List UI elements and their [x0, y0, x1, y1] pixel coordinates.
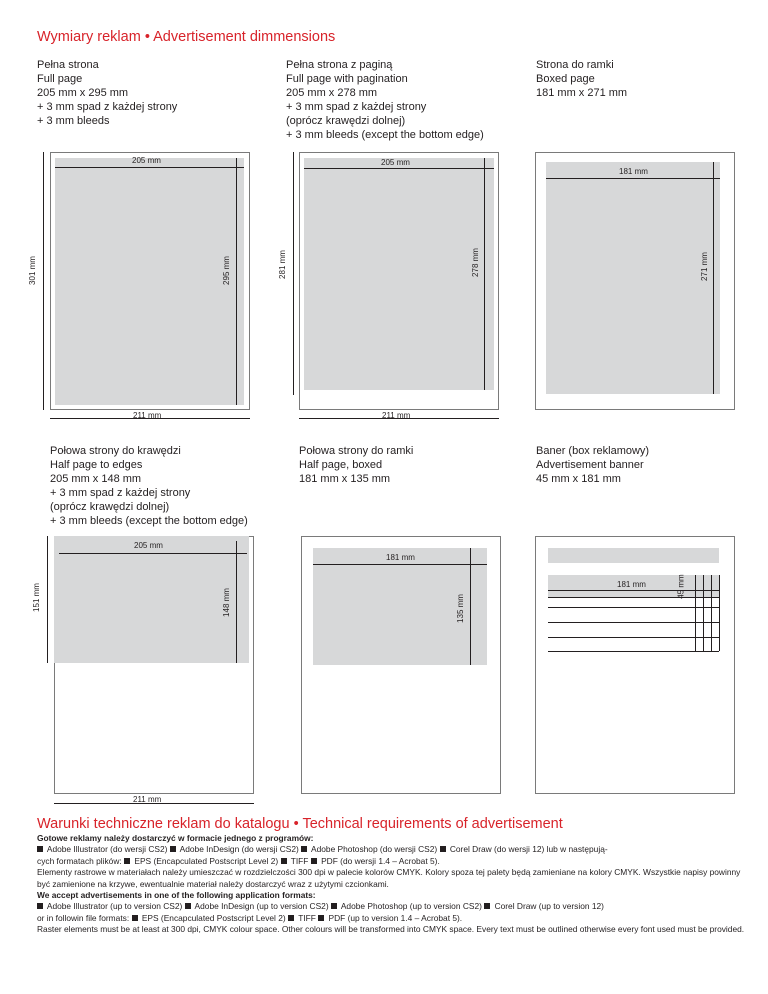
dimension-line: [47, 536, 48, 663]
dimension-line: [236, 158, 237, 405]
spec-line: 205 mm x 295 mm: [37, 87, 129, 99]
requirements-title: [37, 816, 563, 832]
square-bullet-icon: [185, 903, 191, 909]
square-bullet-icon: [37, 903, 43, 909]
dimension-line: [470, 548, 471, 665]
outer-height-label: 281 mm: [277, 250, 287, 279]
square-bullet-icon: [440, 846, 446, 852]
spec-line: + 3 mm bleeds: [37, 115, 110, 127]
banner-col-line: [703, 575, 704, 651]
format-item: EPS (Encapculated Postscript Level 2): [134, 855, 279, 866]
requirements-title-pl: Warunki techniczne reklam do katalogu: [37, 816, 290, 832]
inner-width-label: 205 mm: [132, 156, 161, 165]
inner-width-label: 181 mm: [617, 580, 646, 589]
dimension-line: [59, 553, 247, 554]
format-item: PDF (up to version 1.4 – Acrobat 5).: [328, 912, 463, 923]
dimension-line: [548, 590, 719, 591]
spec-line: + 3 mm bleeds (except the bottom edge): [50, 515, 248, 527]
spec-line: Połowa strony do ramki: [299, 445, 414, 457]
ad-banner-spec: [536, 444, 649, 486]
inner-height-label: 295 mm: [221, 256, 231, 285]
outer-height-label: 151 mm: [31, 583, 41, 612]
banner-row-line: [548, 607, 719, 608]
dimension-line: [484, 158, 485, 390]
pl-raster: Elementy rastrowe w materiałach należy umieszczać w rozdzielczości 300 dpi w palecie kolorów CMYK. Kolory spoza tej palety będą zamieniane na kolory CMYK. Wszystkie napisy powinny być zamienione na krzywe, ewentualnie materiał należy dostarczyć wraz z użytymi czcionkami.: [37, 867, 741, 889]
title-en: Advertisement dimmensions: [153, 29, 336, 45]
ad-area: [54, 536, 249, 663]
square-bullet-icon: [281, 858, 287, 864]
square-bullet-icon: [132, 915, 138, 921]
square-bullet-icon: [288, 915, 294, 921]
en-raster: Raster elements must be at least at 300 dpi, CMYK colour space. Other colours will be transformed into CMYK space. Every text must be outlined otherwise every font used must be provided.: [37, 924, 745, 935]
spec-line: + 3 mm bleeds (except the bottom edge): [286, 129, 484, 141]
spec-line: Full page with pagination: [286, 73, 408, 85]
banner-col-line: [695, 575, 696, 651]
format-item: Corel Draw (up to version 12): [494, 901, 604, 912]
banner-row-line: [548, 637, 719, 638]
dimension-line: [43, 152, 44, 410]
format-item: PDF (do wersji 1.4 – Acrobat 5).: [321, 855, 440, 866]
title-separator: •: [144, 29, 150, 45]
spec-line: Advertisement banner: [536, 459, 644, 471]
spec-line: + 3 mm spad z każdej strony: [37, 101, 178, 113]
square-bullet-icon: [311, 858, 317, 864]
square-bullet-icon: [37, 846, 43, 852]
square-bullet-icon: [318, 915, 324, 921]
banner-row-line: [548, 597, 719, 598]
spec-line: 205 mm x 148 mm: [50, 473, 142, 485]
pl-formats-line-1: [37, 844, 745, 855]
outer-width-label: 211 mm: [133, 795, 162, 804]
spec-line: Pełna strona: [37, 59, 99, 71]
ad-half-page-edges-spec: [50, 444, 248, 528]
inner-height-label: 45 mm: [676, 574, 686, 599]
requirements-title-en: Technical requirements of advertisement: [302, 816, 563, 832]
dimension-line: [236, 541, 237, 663]
spec-line: 181 mm x 271 mm: [536, 87, 628, 99]
format-item: TIFF: [298, 912, 316, 923]
format-item: Adobe Illustrator (up to version CS2): [46, 901, 183, 912]
ad-area: [304, 158, 494, 390]
pl-formats-line-2: [37, 856, 745, 867]
requirements-separator: •: [293, 816, 299, 832]
square-bullet-icon: [331, 903, 337, 909]
dimension-line: [546, 178, 720, 179]
dimension-line: [713, 162, 714, 394]
inner-height-label: 135 mm: [455, 594, 465, 623]
spec-line: Połowa strony do krawędzi: [50, 445, 181, 457]
format-item: Corel Draw (do wersji 12) lub w następują-: [449, 844, 608, 855]
inner-width-label: 181 mm: [386, 553, 415, 562]
banner-col-line: [719, 575, 720, 651]
square-bullet-icon: [170, 846, 176, 852]
format-item: Adobe Illustrator (do wersji CS2): [46, 844, 168, 855]
spec-line: Pełna strona z paginą: [286, 59, 393, 71]
banner-row-line: [548, 651, 719, 652]
en-formats-line-2: [37, 913, 745, 924]
banner-placeholder: [548, 548, 719, 563]
spec-line: Full page: [37, 73, 83, 85]
square-bullet-icon: [484, 903, 490, 909]
banner-row-line: [548, 622, 719, 623]
spec-line: (oprócz krawędzi dolnej): [286, 115, 406, 127]
format-item: Adobe InDesign (up to version CS2): [194, 901, 329, 912]
inner-width-label: 205 mm: [381, 158, 410, 167]
spec-line: Strona do ramki: [536, 59, 614, 71]
ad-area: [55, 158, 244, 405]
dimension-line: [293, 152, 294, 395]
square-bullet-icon: [124, 858, 130, 864]
outer-width-label: 211 mm: [133, 411, 162, 420]
inner-width-label: 205 mm: [134, 541, 163, 550]
format-item: Adobe Photoshop (up to version CS2): [340, 901, 482, 912]
format-item: Adobe InDesign (do wersji CS2): [179, 844, 299, 855]
spec-line: 181 mm x 135 mm: [299, 473, 391, 485]
spec-line: + 3 mm spad z każdej strony: [50, 487, 191, 499]
ad-boxed-page-spec: [536, 58, 627, 100]
spec-line: Baner (box reklamowy): [536, 445, 650, 457]
spec-line: 205 mm x 278 mm: [286, 87, 378, 99]
outer-width-label: 211 mm: [382, 411, 411, 420]
format-item: EPS (Encapculated Postscript Level 2): [141, 912, 286, 923]
spec-line: Half page, boxed: [299, 459, 383, 471]
page-title: [37, 29, 335, 45]
requirements-body: [37, 833, 745, 936]
title-pl: Wymiary reklam: [37, 29, 141, 45]
ad-half-page-boxed-spec: [299, 444, 413, 486]
format-item: TIFF: [290, 855, 309, 866]
dimension-line: [304, 168, 494, 169]
inner-height-label: 271 mm: [699, 252, 709, 281]
inner-height-label: 278 mm: [470, 248, 480, 277]
ad-full-page-pagination-spec: [286, 58, 484, 142]
en-heading: We accept advertisements in one of the following application formats:: [37, 890, 316, 901]
spec-line: 45 mm x 181 mm: [536, 473, 621, 485]
dimension-line: [313, 564, 487, 565]
spec-line: + 3 mm spad z każdej strony: [286, 101, 427, 113]
format-item: Adobe Photoshop (do wersji CS2): [311, 844, 438, 855]
ad-area: [546, 162, 720, 394]
square-bullet-icon: [301, 846, 307, 852]
pl-heading: Gotowe reklamy należy dostarczyć w formacie jednego z programów:: [37, 833, 314, 843]
spec-line: Half page to edges: [50, 459, 143, 471]
banner-col-line: [711, 575, 712, 651]
inner-height-label: 148 mm: [221, 588, 231, 617]
en-formats-line-1: [37, 901, 745, 912]
dimension-line: [55, 167, 244, 168]
format-prefix: cych formatach plików:: [37, 855, 122, 866]
spec-line: Boxed page: [536, 73, 595, 85]
inner-width-label: 181 mm: [619, 167, 648, 176]
format-prefix: or in followin file formats:: [37, 912, 130, 923]
outer-height-label: 301 mm: [27, 256, 37, 285]
spec-line: (oprócz krawędzi dolnej): [50, 501, 170, 513]
ad-full-page-spec: [37, 58, 177, 128]
